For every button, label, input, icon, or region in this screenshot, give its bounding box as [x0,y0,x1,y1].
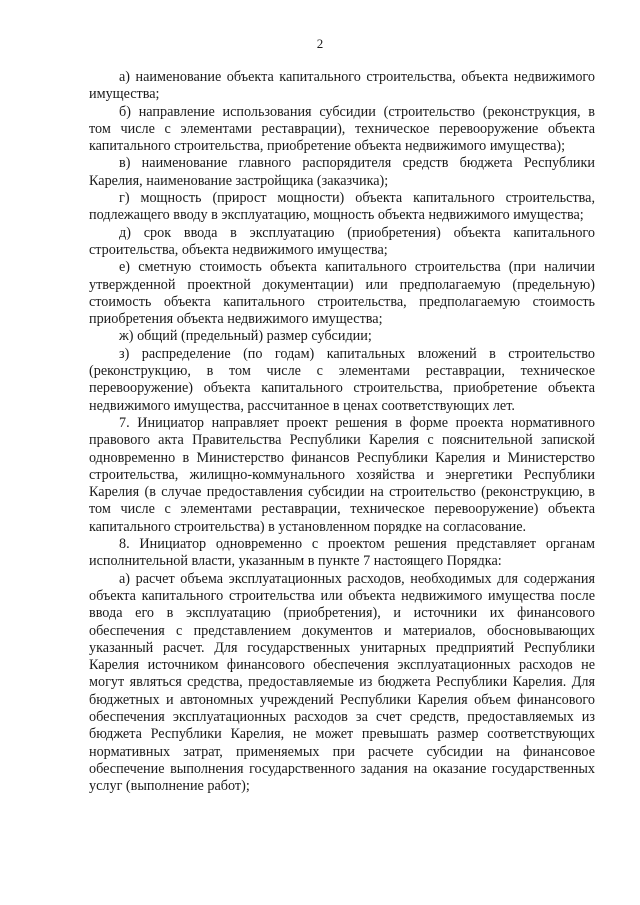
paragraph-d-deadline: д) срок ввода в эксплуатацию (приобретения) объекта капитального строительства, объекта недвижимого имущества; [89,224,595,258]
paragraph-zh-subsidy-size: ж) общий (предельный) размер субсидии; [119,328,372,345]
paragraph-a-name: а) наименование объекта капитального строительства, объекта недвижимого имущества; [89,69,595,103]
paragraph-z-distribution: з) распределение (по годам) капитальных вложений в строительство (реконструкцию, в том числе с элементами реставрации, техническое перевооружение) объекта капитального строительства, приобретение объекта недвижимого имущества, рассчитанное в ценах соответствующих лет. [89,345,595,414]
document-body [89,69,595,795]
paragraph-e-cost: е) сметную стоимость объекта капитального строительства (при наличии утвержденной проектной документации) или предполагаемую (предельную) стоимость объекта капитального строительства, предполагаемую стоимость приобретения объекта недвижимого имущества; [89,259,595,328]
paragraph-v-administrator: в) наименование главного распорядителя средств бюджета Республики Карелия, наименование застройщика (заказчика); [89,155,595,189]
paragraph-g-capacity: г) мощность (прирост мощности) объекта капитального строительства, подлежащего вводу в эксплуатацию, мощность объекта недвижимого имущества; [89,190,595,224]
paragraph-b-purpose: б) направление использования субсидии (строительство (реконструкция, в том числе с элементами реставрации), техническое перевооружение объекта капитального строительства, приобретение объекта недвижимого имущества); [89,103,595,155]
clause-8-paragraph-a: а) расчет объема эксплуатационных расходов, необходимых для содержания объекта капитального строительства или объекта недвижимого имущества после ввода его в эксплуатацию (приобретения), и источники их финансового обеспечения с представлением документов и материалов, обосновывающих указанный расчет. Для государственных унитарных предприятий Республики Карелия источником финансового обеспечения эксплуатационных расходов не могут являться средства, предоставляемые из бюджета Республики Карелия. Для бюджетных и автономных учреждений Республики Карелия объем финансового обеспечения эксплуатационных расходов за счет средств, предоставляемых из бюджета Республики Карелия, не может превышать размер соответствующих нормативных затрат, применяемых при расчете субсидии на финансовое обеспечение выполнения государственного задания на оказание государственных услуг (выполнение работ); [89,570,595,795]
clause-8: 8. Инициатор одновременно с проектом решения представляет органам исполнительной власти, указанным в пункте 7 настоящего Порядка: [89,536,595,570]
page-number: 2 [316,36,324,51]
clause-7: 7. Инициатор направляет проект решения в форме проекта нормативного правового акта Правительства Республики Карелия с пояснительной запиской одновременно в Министерство финансов Республики Карелия и Министерство строительства, жилищно-коммунального хозяйства и энергетики Республики Карелия (в случае предоставления субсидии на строительство (реконструкцию, в том числе с элементами реставрации, техническое перевооружение) объекта капитального строительства) в установленном порядке на согласование. [89,414,595,535]
